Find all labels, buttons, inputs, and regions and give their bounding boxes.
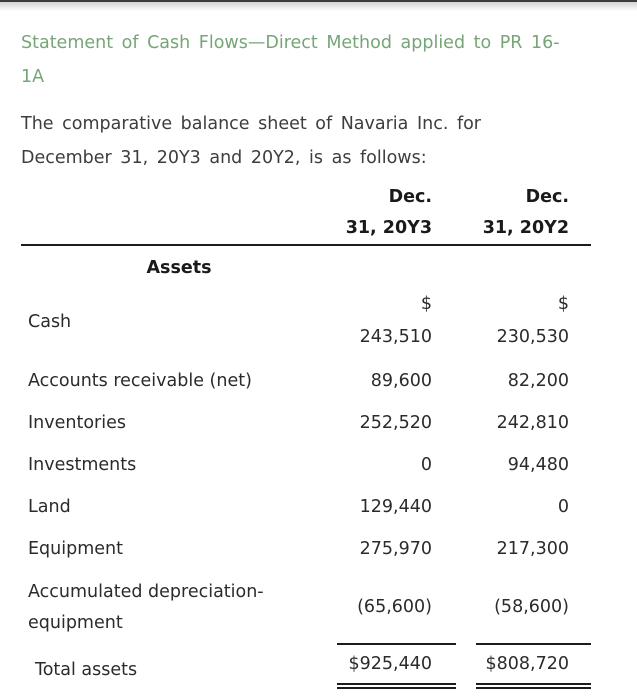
section-header-cell (21, 245, 337, 284)
empty-cell (456, 245, 476, 284)
row-label: Investments (28, 455, 137, 475)
page-title-line1: Statement of Cash Flows—Direct Method applied to PR 16- (21, 33, 560, 53)
header-empty-cell (21, 182, 337, 245)
gap-cell (456, 444, 476, 486)
row-label: Accounts receivable (net) (28, 371, 252, 391)
table-row-land (21, 486, 591, 528)
column-header-20y2-line1: Dec. (525, 187, 569, 207)
cash-value-20y2 (476, 284, 591, 360)
gap-cell (456, 284, 476, 360)
gap-cell (456, 402, 476, 444)
intro-line1: The comparative balance sheet of Navaria Inc. for (21, 114, 482, 134)
cell-value-20y3: 0 (420, 455, 432, 475)
empty-cell (337, 245, 456, 284)
table-row-accounts-receivable (21, 360, 591, 402)
column-header-20y2 (476, 182, 591, 245)
comparative-balance-sheet-table (21, 182, 591, 689)
cell-value: 243,510 (359, 327, 432, 347)
cell-value: 230,530 (496, 327, 569, 347)
page-title-line2: 1A (21, 67, 45, 87)
cell-value-20y2: 0 (557, 497, 569, 517)
gap-cell (456, 644, 476, 686)
row-label-line1: Accumulated depreciation- (28, 582, 264, 602)
table-row-total-assets (21, 644, 591, 686)
section-header-row (21, 245, 591, 284)
empty-cell (476, 245, 591, 284)
column-header-20y3-line2: 31, 20Y3 (345, 218, 432, 238)
table-row-cash (21, 284, 591, 360)
total-value-20y2: $808,720 (476, 644, 591, 686)
total-value-20y3: $925,440 (337, 644, 456, 686)
intro-paragraph (21, 107, 610, 175)
table-row-investments (21, 444, 591, 486)
table-row-inventories (21, 402, 591, 444)
column-header-20y3-line1: Dec. (388, 187, 432, 207)
currency-symbol: $ (557, 294, 569, 314)
cell-value-20y2: 217,300 (496, 539, 569, 559)
row-label: Equipment (28, 539, 123, 559)
cell-value-20y3: 275,970 (359, 539, 432, 559)
top-shadow (0, 2, 637, 11)
cash-value-20y3 (337, 284, 456, 360)
gap-cell (456, 570, 476, 644)
cell-value-20y2: 242,810 (496, 413, 569, 433)
section-header-assets: Assets (146, 258, 212, 278)
cell-value-20y3: 89,600 (370, 371, 432, 391)
row-label-line2: equipment (28, 613, 123, 633)
cell-value-20y2: (58,600) (494, 596, 569, 617)
intro-line2: December 31, 20Y3 and 20Y2, is as follows: (21, 148, 427, 168)
cell-value-20y3: (65,600) (357, 596, 432, 617)
document-body (0, 26, 637, 689)
row-label: Cash (28, 312, 72, 332)
gap-cell (456, 486, 476, 528)
page-title (21, 26, 610, 94)
header-gap-cell (456, 182, 476, 245)
table-row-accumulated-depreciation (21, 570, 591, 644)
table-header-row (21, 182, 591, 245)
column-header-20y2-line2: 31, 20Y2 (482, 218, 569, 238)
cell-value-20y3: 252,520 (359, 413, 432, 433)
cell-value-20y2: 94,480 (507, 455, 569, 475)
column-header-20y3 (337, 182, 456, 245)
gap-cell (456, 360, 476, 402)
row-label: Land (28, 497, 71, 517)
gap-cell (456, 528, 476, 570)
row-label: Inventories (28, 413, 126, 433)
total-label: Total assets (35, 659, 138, 680)
row-label (21, 570, 337, 644)
cell-value-20y2: 82,200 (507, 371, 569, 391)
table-row-equipment (21, 528, 591, 570)
currency-symbol: $ (420, 294, 432, 314)
cell-value-20y3: 129,440 (359, 497, 432, 517)
